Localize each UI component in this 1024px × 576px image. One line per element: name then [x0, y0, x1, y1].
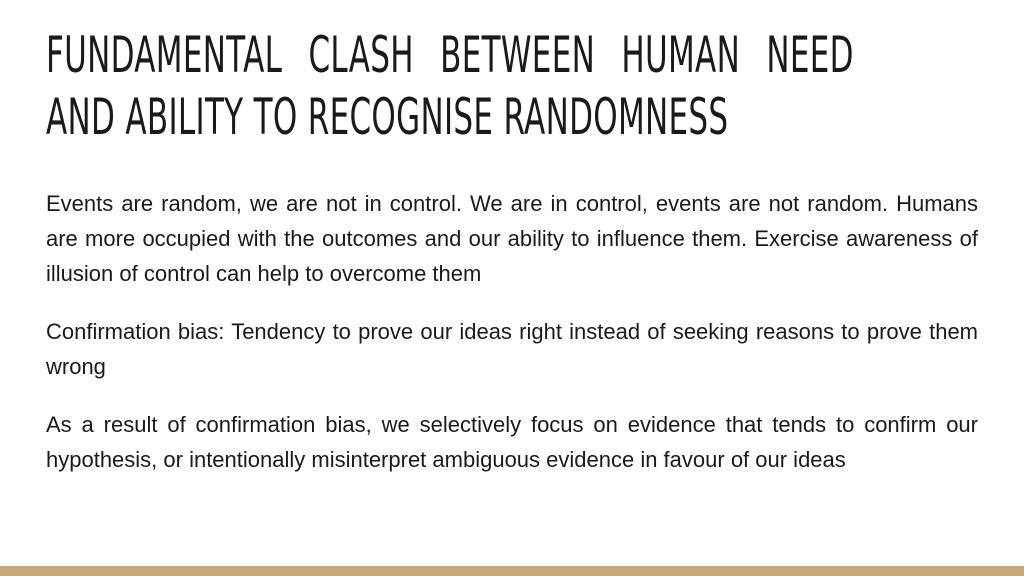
paragraph-confirmation-bias-definition: Confirmation bias: Tendency to prove our ideas right instead of seeking reasons to prove them wrong [46, 319, 978, 379]
footer-accent-bar [0, 566, 1024, 576]
paragraph-illusion-of-control: Events are random, we are not in control. We are in control, events are not random. Humans are more occupied with the outcomes and our ability to influence them. Exercise awareness of illusion of control can help to overcome them [46, 191, 978, 286]
paragraph-confirmation-bias-effect: As a result of confirmation bias, we selectively focus on evidence that tends to confirm our hypothesis, or intentionally misinterpret ambiguous evidence in favour of our ideas [46, 412, 978, 472]
slide-body [46, 186, 978, 500]
title-line-1: FUNDAMENTAL CLASH BETWEEN HUMAN NEED [46, 26, 854, 84]
slide-title [46, 24, 854, 148]
title-line-2: AND ABILITY TO RECOGNISE RANDOMNESS [46, 88, 729, 146]
